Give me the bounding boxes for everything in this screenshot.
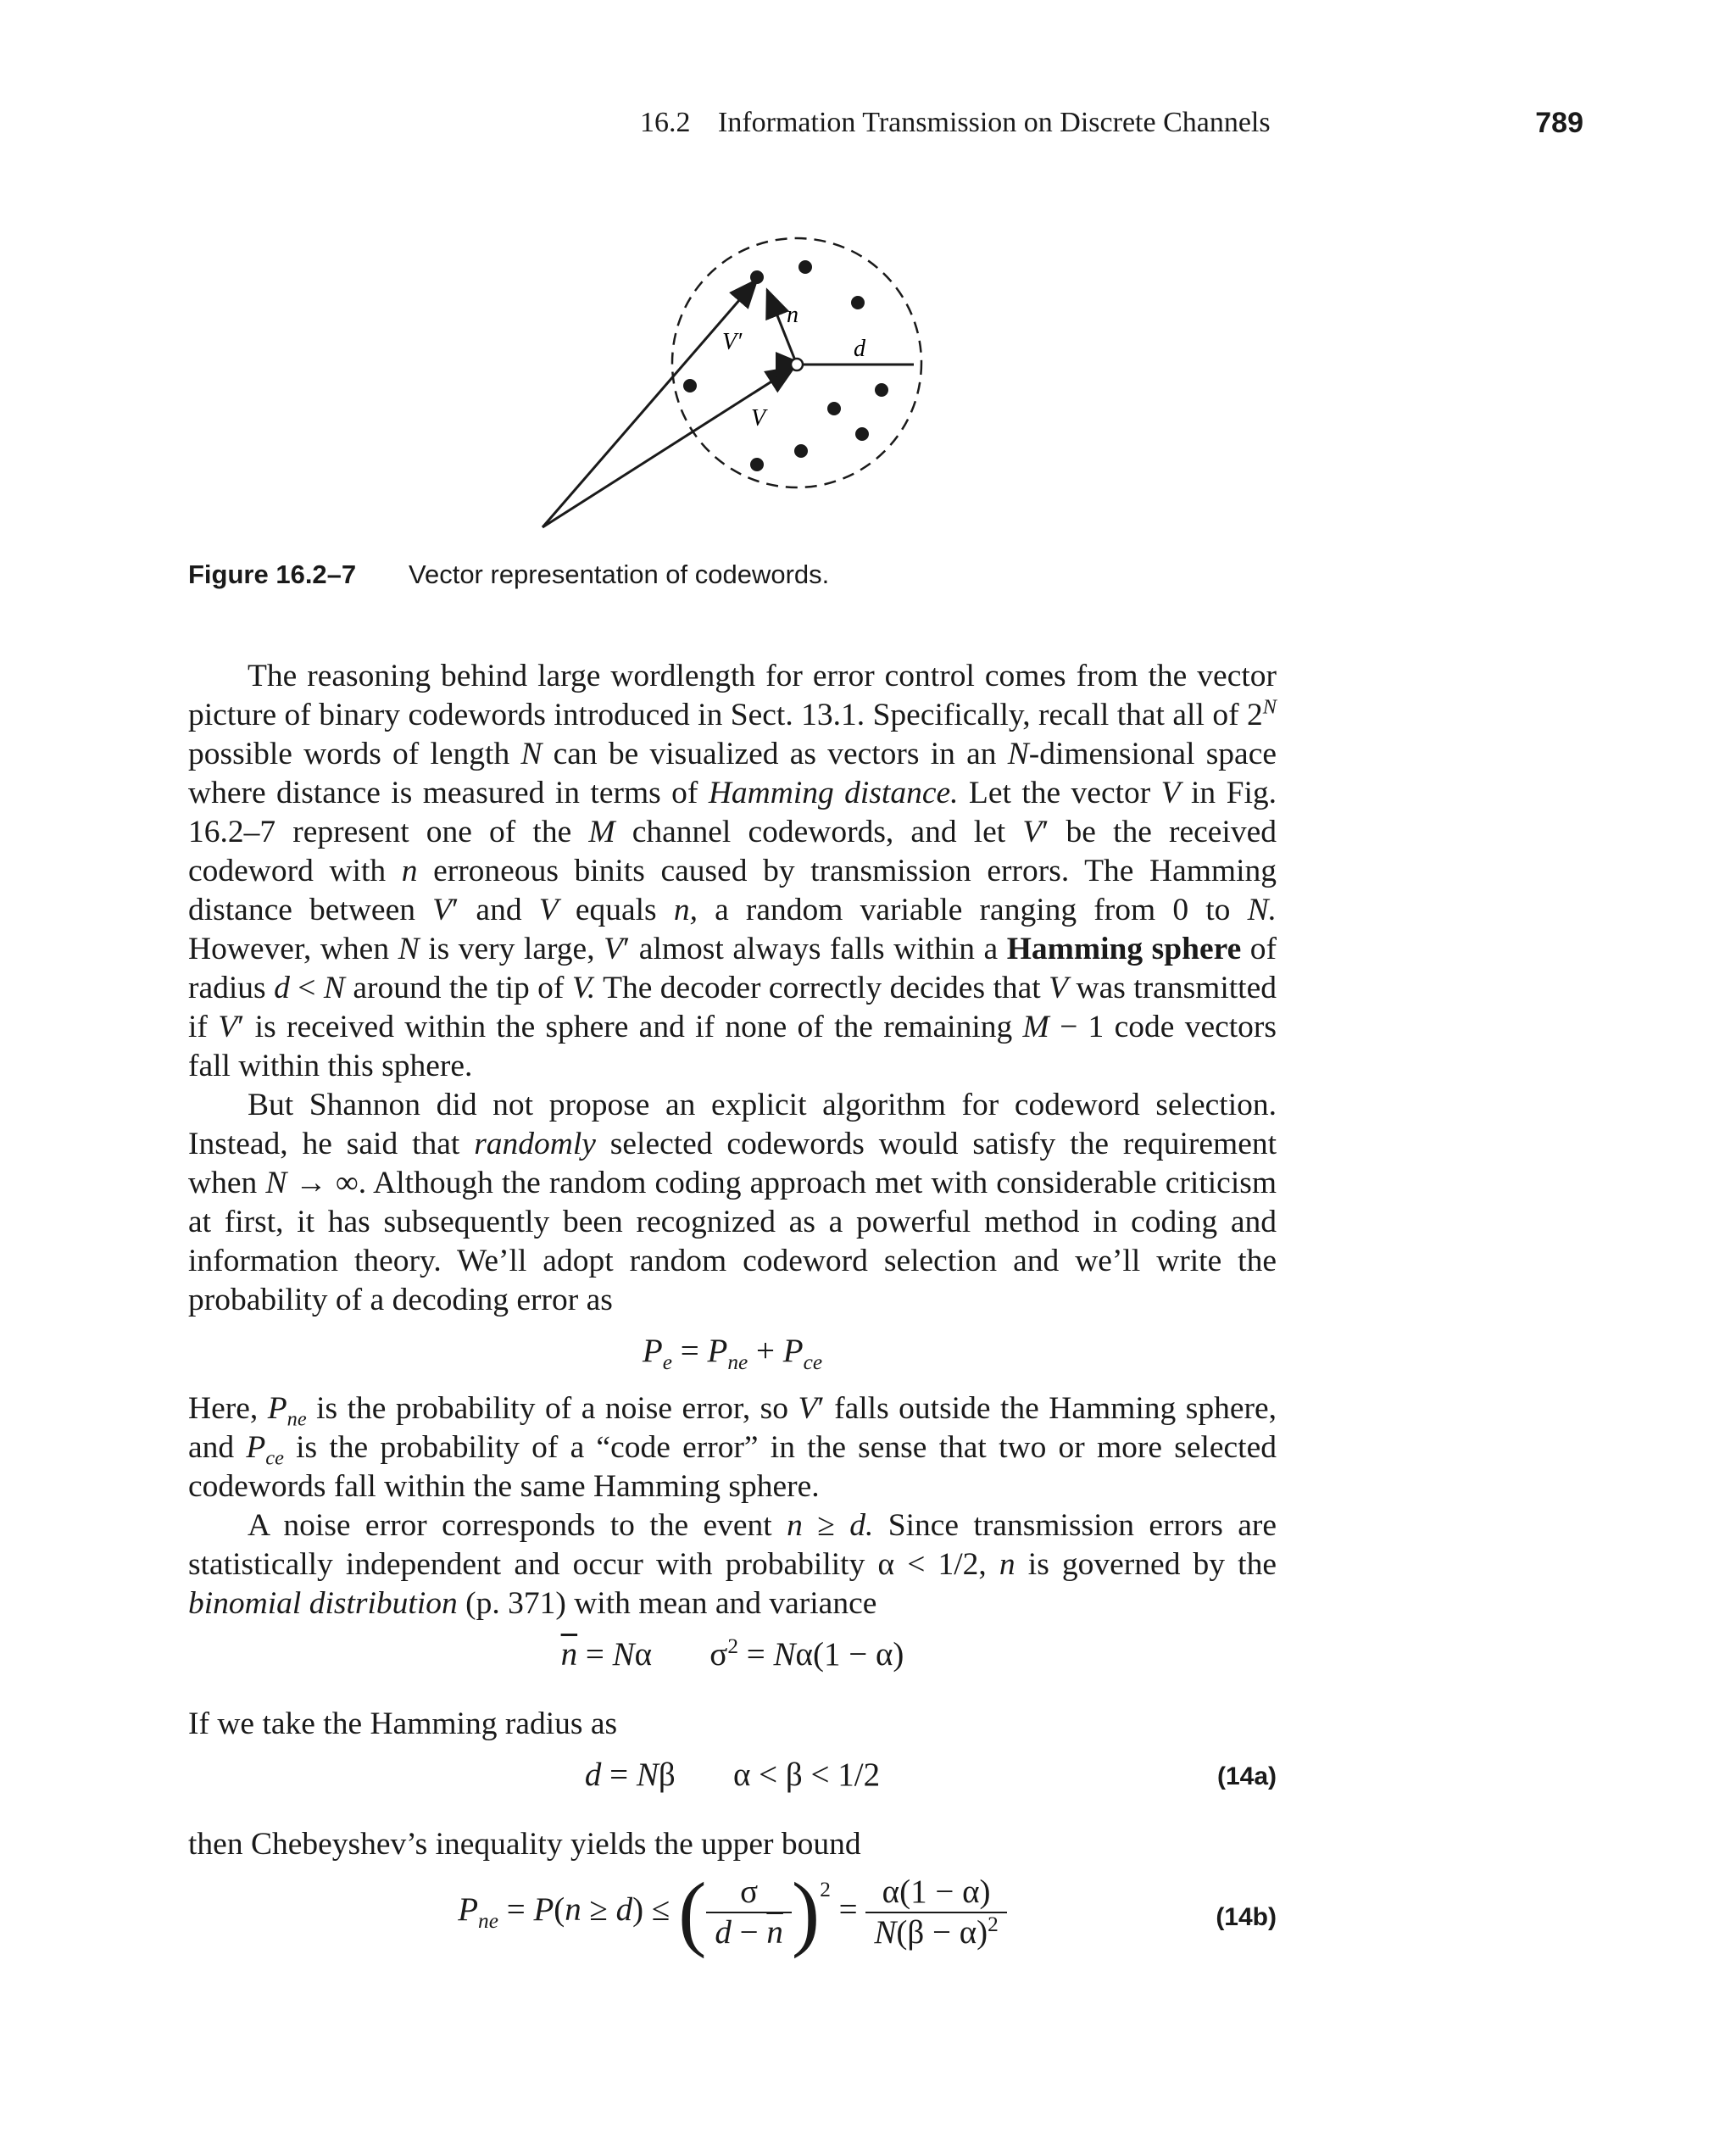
paragraph-3: Here, $P_{ne}$ is the probability of a noise error, so V′ falls outside the Hamming sphere, and $P_{ce}$ is the probability of a “code error” in the sense that two or more selected codewords fall within the same Hamming sphere.: [188, 1391, 1277, 1504]
paragraph-6: then Chebeyshev’s inequality yields the upper bound: [188, 1827, 861, 1862]
label-n: n: [787, 302, 798, 328]
vector-v-prime: [542, 280, 757, 527]
section-number: 16.2: [640, 107, 691, 138]
label-v-prime: V′: [722, 329, 743, 355]
page-number: 789: [1535, 107, 1583, 139]
body-text: [188, 657, 1277, 1974]
paragraph-5: If we take the Hamming radius as: [188, 1706, 618, 1741]
equation-pe: $P_e = P_{ne} + P_{ce}$: [642, 1333, 823, 1374]
figure-label: Figure 16.2–7: [188, 560, 357, 589]
figure-caption: [188, 560, 829, 590]
equation-number-14b: (14b): [1216, 1903, 1277, 1931]
origin-point: [791, 359, 803, 370]
running-header: [0, 107, 1736, 149]
vector-v: [542, 367, 794, 527]
paragraph-4: A noise error corresponds to the event n ≥ d. Since transmission errors are statistically independent and occur with probability α < 1/2, n is governed by the binomial distribution (p. 371) with mean and variance: [188, 1508, 1277, 1621]
figure-caption-text: Vector representation of codewords.: [409, 560, 830, 589]
label-v: V: [751, 405, 766, 431]
section-title: Information Transmission on Discrete Channels: [718, 107, 1271, 138]
equation-number-14a: (14a): [1216, 1762, 1277, 1790]
equation-14b: $P_{ne} = P(n \ge d)$ ≤ ( $\frac{\sigma}{d - \overline{n}}$ )$^2$ = $\frac{\alpha(1 - \alpha)}{N(\beta - \alpha)^2}$ (14b): [458, 1865, 1277, 1959]
paragraph-2: But Shannon did not propose an explicit algorithm for codeword selection. Instead, he said that randomly selected codewords would satisfy the requirement when N → ∞. Although the random coding approach met with considerable criticism at first, it has subsequently been recognized as a powerful method in coding and information theory. We’ll adopt random codeword selection and we’ll write the probability of a decoding error as: [188, 1088, 1277, 1317]
hamming-sphere-figure: [526, 229, 949, 551]
label-d: d: [854, 336, 865, 362]
equation-14a: d = Nβ α < β < 1/2 (14a): [188, 1744, 1277, 1813]
equation-mean-variance: $\overline{n} = N\alpha$ $\sigma^2 = N\alpha(1 - \alpha)$: [560, 1634, 904, 1673]
paragraph-1: The reasoning behind large wordlength for error control comes from the vector picture of binary codewords introduced in Sect. 13.1. Specifically, recall that all of $2^N$ possible words of length N can be visualized as vectors in an N-dimensional space where distance is measured in terms of Hamming distance. Let the vector V in Fig. 16.2–7 represent one of the M channel codewords, and let V′ be the received codeword with n erroneous binits caused by transmission errors. The Hamming distance between V′ and V equals n, a random variable ranging from 0 to N. However, when N is very large, V′ almost always falls within a Hamming sphere of radius d < N around the tip of V. The decoder correctly decides that V was transmitted if V′ is received within the sphere and if none of the remaining M − 1 code vectors fall within this sphere.: [188, 659, 1277, 1083]
